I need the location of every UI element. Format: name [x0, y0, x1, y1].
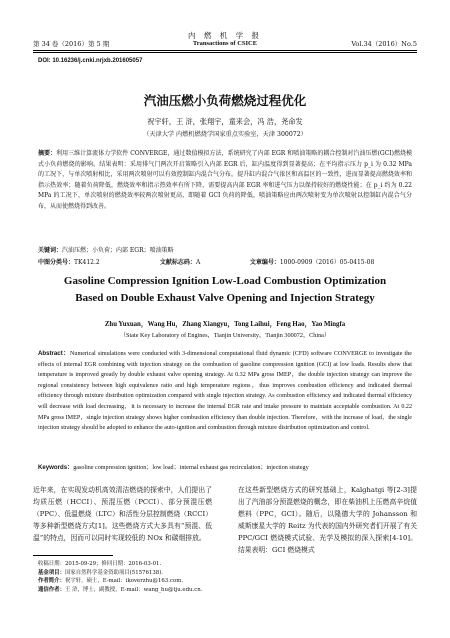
keywords-en-text: gasoline compression ignition；low load；internal exhaust gas recirculation；injection strategy — [73, 465, 309, 471]
doccode-value: A — [195, 259, 201, 266]
doccode-label: 文献标志码： — [159, 259, 196, 266]
footnotes — [38, 560, 214, 594]
keywords-en-label: Keywords： — [38, 464, 74, 471]
author-label: 作者简介： — [38, 578, 65, 585]
abstract-cn-text: 利用三维计算流体力学软件 CONVERGE，通过数值模拟方法，系统研究了内部 EGR 和喷油策略的耦合控制对汽油压燃(GCI)燃烧模式小负荷燃烧的影响。结果表明：采用排气门两次开启策略引入内部 EGR 后，缸内温度得到显著提高；在平均指示压力 p_i 为 0.32 MPa 的工况下，与单次喷射相比，采用两次喷射可以有效控制缸内混合气分布，提升缸内混合气浓区和高温区的一致性，进而显著提高燃烧效率和指示热效率；随着负荷降低，燃烧效率和指示热效率有所下降，需要提高内部 EGR 率和进气压力以保持较好的燃烧性能；在 p_i 约为 0.22 MPa 的工况下，单次喷射的燃烧效率较两次喷射更高，即随着 GCI 负荷的降低，喷油策略应由两次喷射变为单次喷射以控制缸内混合气分布，从而使燃烧得到改善。 — [38, 150, 412, 210]
keywords-cn-label: 关键词： — [38, 247, 63, 254]
abstract-cn — [38, 149, 412, 213]
footnote-author — [38, 577, 214, 586]
clc-value: TK412.2 — [74, 259, 100, 266]
authors-cn: 祝宇轩，王 浒，张翔宇，童来会，冯 浩，尧命发 — [147, 117, 303, 126]
abstract-en-text: Numerical simulations were conducted with 3-dimensional computational fluid dynamic (CFD) software CONVERGE to investigate the effects of internal EGR combining with injection strategy on the combustion of gasoline compression ignition (GCI) at low loads. Results show that temperature is improved greatly by double exhaust valve opening strategy. At 0.32 MPa gross IMEP，the double injection strategy can improve the regional consistency between high equivalence ratio and high temperature regions，thus improves combustion efficiency and indicated thermal efficiency through mixture distribution optimization compared with single injection strategy. As combustion efficiency and indicated thermal efficiency will decrease with load decreasing，it is necessary to increase the internal EGR rate and intake pressure to maintain acceptable combustion. At 0.22 MPa gross IMEP，single injection strategy shows higher combustion efficiency than double injection. Therefore，with the increase of load，the single injection strategy should be adopted to enhance the auto-ignition and combustion through mixture distribution optimization and control. — [38, 351, 412, 432]
affiliation-en: （State Key Laboratory of Engines，Tianjin University，Tianjin 300072，China） — [119, 332, 331, 339]
journal-name-en: Transactions of CSICE — [192, 40, 258, 47]
paper-title-cn: 汽油压燃小负荷燃烧过程优化 — [143, 93, 307, 108]
keywords-en — [38, 462, 412, 471]
authors-en: Zhu Yuxuan，Wang Hu，Zhang Xiangyu，Tong Laihui，Feng Hao，Yao Mingfa — [104, 321, 346, 328]
author-text: 祝宇轩，硕士，E-mail：ikoverzhu@163.com. — [64, 578, 184, 585]
header-rule-thin — [33, 52, 417, 53]
abstract-cn-label: 摘要： — [38, 150, 57, 157]
body-column-left: 近年来，在实现发动机高效清洁燃烧的探索中，人们提出了均质压燃（HCCI）、预混压燃（PCCI）、部分预混压燃（PPC）、低温燃烧（LTC）和活性分层控制燃烧（RCCI）等多种新型燃烧方式[1]。这些燃烧方式大多具有“预混、低温”的特点，因而可以同时实现较低的 NOx 和碳烟排放。 — [33, 486, 212, 542]
article-label: 文章编号： — [249, 259, 280, 266]
keywords-cn-text: 汽油压燃；小负荷；内部 EGR；喷油策略 — [62, 247, 174, 254]
header-rule — [33, 50, 417, 51]
journal-volume: 第 34 卷（2016）第 5 期 — [33, 40, 110, 48]
classification-line — [38, 257, 412, 266]
paper-title-en-line2: Based on Double Exhaust Valve Opening and Injection Strategy — [75, 292, 375, 304]
fund-label: 基金项目： — [38, 569, 65, 576]
abstract-en — [38, 349, 412, 434]
body-column-right: 在这些新型燃烧方式的研究基础上，Kalghatgi 等[2-3]提出了汽油部分预混燃烧的概念，即在柴油机上压燃高辛烷值燃料（PPC，GCI）。随后，以隆德大学的 Johansson 和威斯康星大学的 Reitz 为代表的国内外研究者们开展了有关 PPC/GCI 燃烧模式试验、光学及模拟的深入探索[4-10]。结果表明：GCI 燃烧模式 — [238, 486, 417, 554]
paper-title-en-line1: Gasoline Compression Ignition Low-Load Combustion Optimization — [63, 275, 387, 287]
article-value: 1000-0909（2016）05-0415-08 — [279, 259, 375, 266]
clc-label: 中图分类号： — [38, 259, 75, 266]
paper-title-en — [20, 273, 430, 307]
abstract-en-label: Abstract： — [38, 350, 70, 357]
affiliation-cn: （天津大学 内燃机燃烧学国家重点实验室，天津 300072） — [143, 131, 307, 138]
footnote-rule — [33, 555, 113, 556]
fund-text: 国家自然科学基金资助项目(51576138). — [64, 569, 164, 576]
contact-text: 王 浒，博士，副教授，E-mail：wang_hu@tju.edu.cn. — [64, 586, 203, 593]
journal-volume-en: Vol.34（2016）No.5 — [351, 40, 417, 48]
journal-name-cn: 内 燃 机 学 报 — [187, 31, 263, 40]
keywords-cn — [38, 245, 174, 254]
footnote-received: 收稿日期：2015-09-29；修回日期：2016-03-01. — [38, 561, 162, 567]
doi: DOI: 10.16236/j.cnki.nrjxb.201605057 — [38, 58, 143, 64]
contact-label: 通信作者： — [38, 586, 65, 593]
footnote-contact — [38, 586, 214, 595]
footnote-fund — [38, 569, 214, 578]
